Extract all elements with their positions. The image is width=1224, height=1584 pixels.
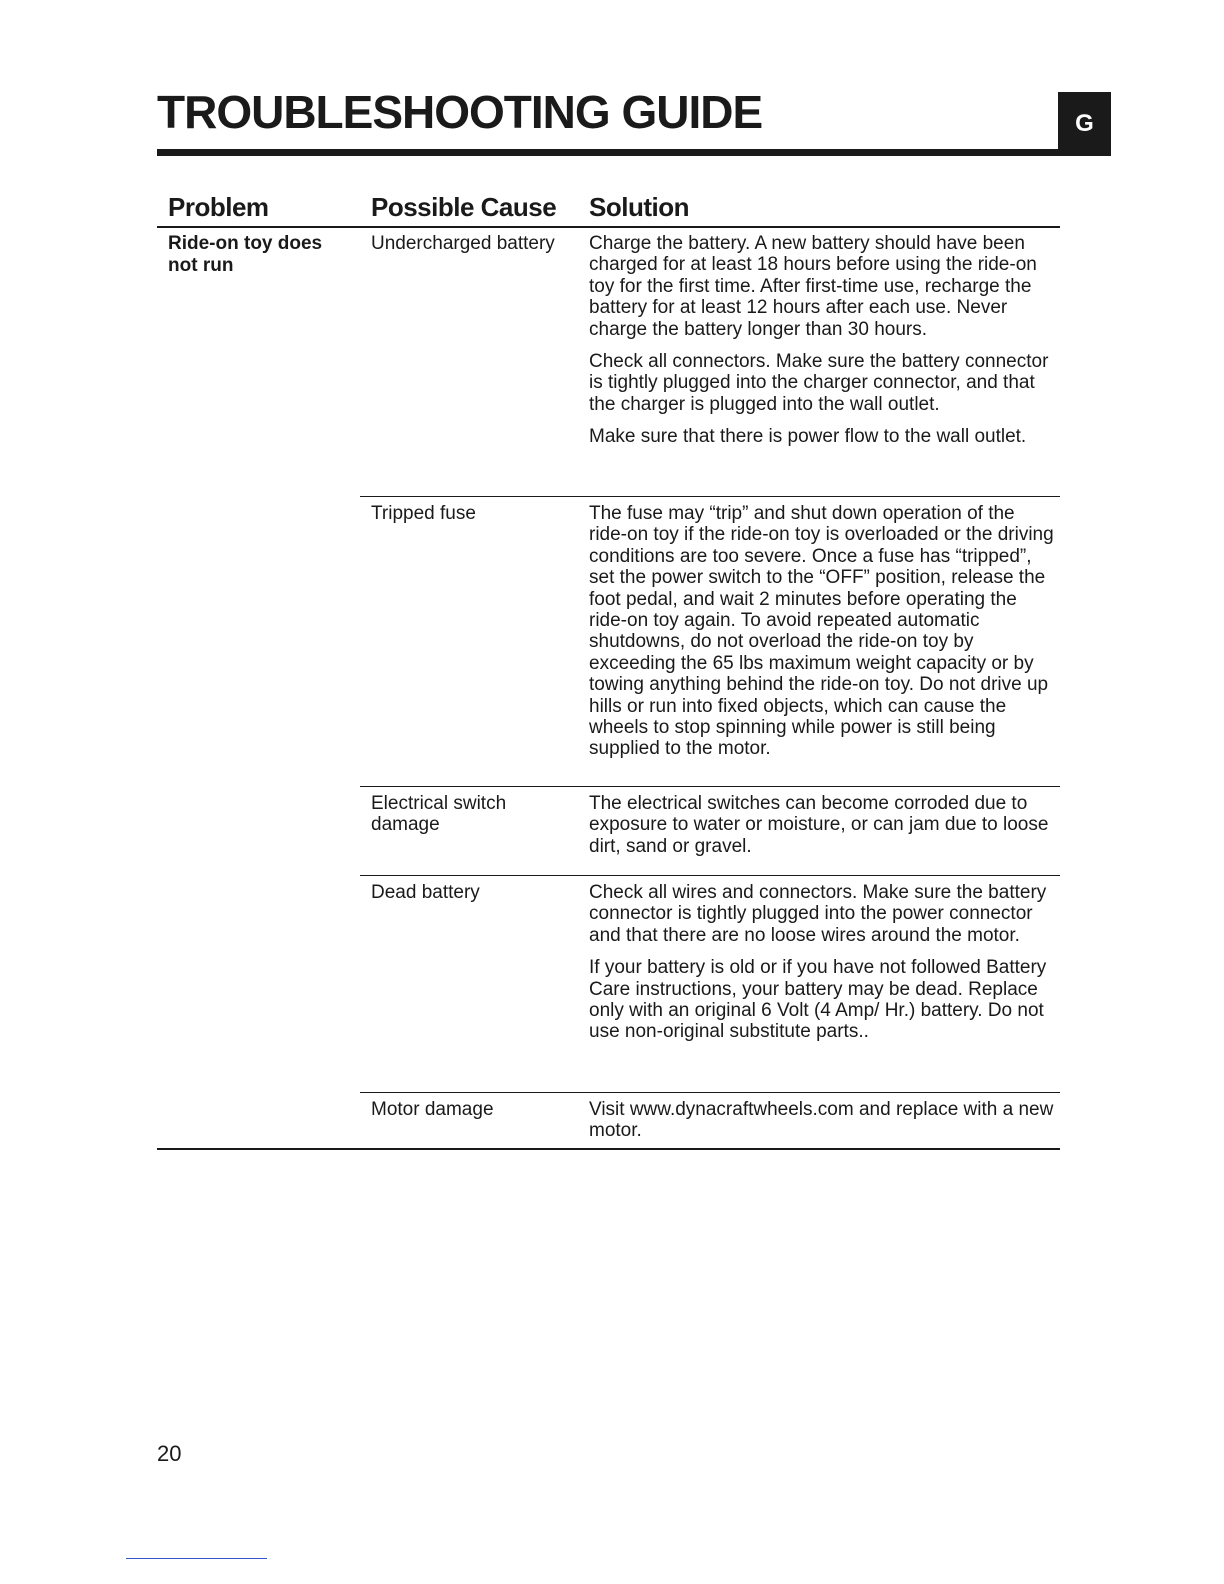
cause-cell: Motor damage [371, 1099, 494, 1120]
problem-ride-on-toy: Ride-on toy does not run [168, 233, 323, 276]
solution-cell [589, 503, 1054, 771]
footer-link-underline [126, 1558, 267, 1559]
solution-paragraph: Make sure that there is power flow to the wall outlet. [589, 426, 1027, 448]
row-divider [360, 786, 1060, 787]
row-divider [360, 875, 1060, 876]
solution-paragraph: The electrical switches can become corroded due to exposure to water or moisture, or can jam due to loose dirt, sand or gravel. [589, 793, 1049, 857]
solution-paragraph: The fuse may “trip” and shut down operation of the ride-on toy if the ride-on toy is overloaded or the driving conditions are too severe. Once a fuse has “tripped”, set the power switch to the “OFF” position, release the foot pedal, and wait 2 minutes before operating the ride-on toy again. To avoid repeated automatic shutdowns, do not overload the ride-on toy by exceeding the 65 lbs maximum weight capacity or by towing anything behind the ride-on toy. Do not drive up hills or run into fixed objects, which can cause the wheels to stop spinning while power is still being supplied to the motor. [589, 503, 1054, 760]
solution-paragraph: Check all connectors. Make sure the battery connector is tightly plugged into the charger connector, and that the charger is plugged into the wall outlet. [589, 351, 1049, 415]
solution-cell [589, 1099, 1054, 1153]
cause-cell: Undercharged battery [371, 233, 555, 254]
solution-cell [589, 882, 1054, 1054]
header-problem: Problem [168, 192, 269, 222]
solution-cell [589, 233, 1054, 459]
solution-paragraph: Charge the battery. A new battery should have been charged for at least 18 hours before using the ride-on toy for the first time. After first-time use, recharge the battery for at least 12 hours after each use. Never charge the battery longer than 30 hours. [589, 233, 1037, 340]
page-number: 20 [157, 1441, 182, 1466]
table-bottom-rule [157, 1148, 1060, 1150]
cause-cell: Dead battery [371, 882, 480, 903]
header-rule [157, 226, 1060, 228]
solution-paragraph: If your battery is old or if you have not followed Battery Care instructions, your battery may be dead. Replace only with an original 6 Volt (4 Amp/ Hr.) battery. Do not use non-original substitute parts.. [589, 957, 1047, 1043]
solution-cell [589, 793, 1054, 868]
title-rule [157, 149, 1060, 156]
header-solution: Solution [589, 192, 689, 222]
section-tab: G [1058, 92, 1111, 156]
header-possible-cause: Possible Cause [371, 192, 557, 222]
cause-cell: Electrical switch damage [371, 793, 507, 836]
row-divider [360, 496, 1060, 497]
row-divider [360, 1092, 1060, 1093]
page-title: TROUBLESHOOTING GUIDE [157, 86, 763, 138]
solution-paragraph: Visit www.dynacraftwheels.com and replace with a new motor. [589, 1099, 1054, 1142]
solution-paragraph: Check all wires and connectors. Make sure the battery connector is tightly plugged into the power connector and that there are no loose wires around the motor. [589, 882, 1047, 946]
cause-cell: Tripped fuse [371, 503, 476, 524]
